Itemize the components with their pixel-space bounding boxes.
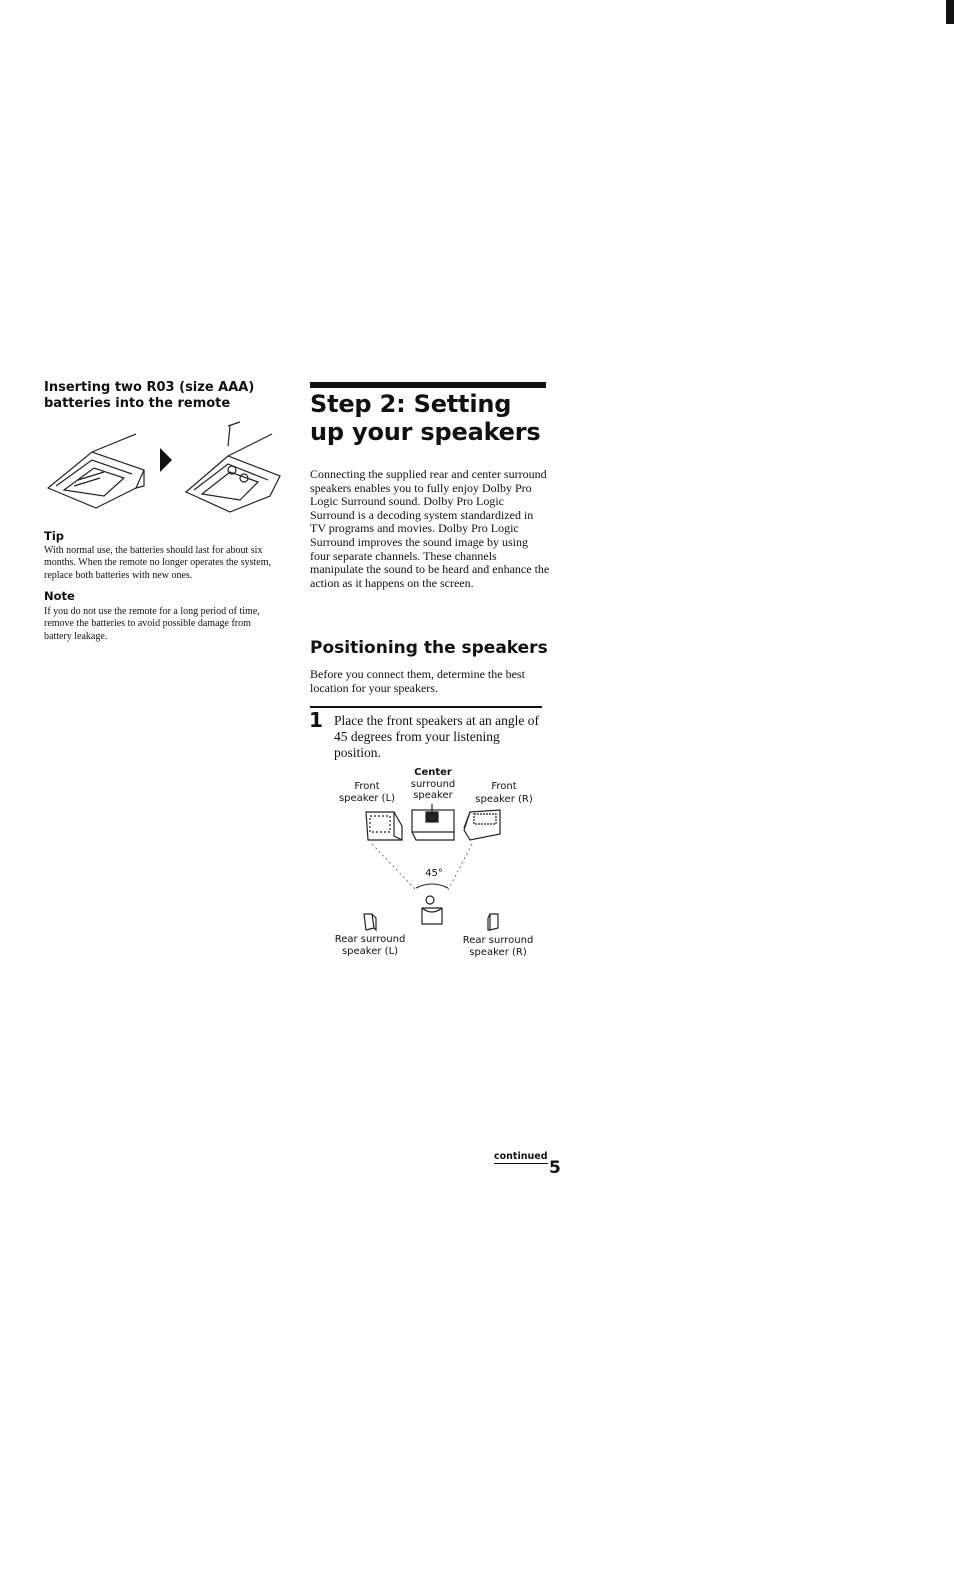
- note-heading: Note: [44, 589, 75, 603]
- page-edge-mark: [946, 0, 954, 24]
- section-heading: Positioning the speakers: [310, 638, 548, 658]
- front-right-label: speaker (R): [475, 794, 533, 805]
- rear-left-label: Rear surround: [334, 934, 406, 945]
- remote-battery-illustration: [44, 420, 284, 520]
- rear-left-speaker-icon: [364, 914, 376, 930]
- right-sight-line: [448, 844, 472, 890]
- center-speaker-label: speaker: [413, 790, 453, 801]
- front-right-speaker-icon: [464, 810, 500, 840]
- battery-section-heading: Inserting two R03 (size AAA) batteries into the remote: [44, 380, 255, 411]
- step-title: Step 2: Setting up your speakers: [310, 390, 541, 446]
- angle-arc: [416, 884, 448, 888]
- step-number: 1: [309, 708, 323, 732]
- front-left-label: speaker (L): [338, 793, 396, 804]
- angle-label: 45°: [425, 868, 443, 879]
- front-left-label: Front: [354, 781, 380, 792]
- speaker-placement-diagram: [330, 764, 550, 964]
- intro-paragraph: Connecting the supplied rear and center surround speakers enables you to fully enjoy Dolby Pro Logic Surround sound. Dolby Pro Logic Surround is a decoding system standardized in TV programs and movies. Dolby Pro Logic Surround improves the sound image by using four separate channels. These channels manipulate the sound to be heard and enhance the action as it happens on the screen.: [310, 467, 550, 590]
- center-speaker-icon: [412, 804, 454, 840]
- rear-left-label: speaker (L): [341, 946, 399, 957]
- section-rule: [310, 706, 542, 708]
- note-text: If you do not use the remote for a long period of time, remove the batteries to avoid possible damage from battery leakage.: [44, 606, 260, 642]
- front-left-speaker-icon: [366, 812, 402, 840]
- continued-label: continued: [494, 1151, 548, 1162]
- tip-text: With normal use, the batteries should last for about six months. When the remote no longer operates the system, replace both batteries with new ones.: [44, 545, 271, 581]
- step-text: Place the front speakers at an angle of 45 degrees from your listening position.: [334, 713, 540, 761]
- tip-heading: Tip: [44, 529, 65, 543]
- center-speaker-label: surround: [410, 779, 456, 790]
- title-rule: [310, 382, 546, 388]
- listener-icon: [422, 896, 442, 924]
- front-right-label: Front: [491, 781, 517, 792]
- rear-right-label: Rear surround: [462, 935, 534, 946]
- section-paragraph: Before you connect them, determine the best location for your speakers.: [310, 667, 525, 695]
- center-speaker-label: Center: [414, 767, 452, 778]
- left-sight-line: [372, 844, 416, 890]
- page-number: 5: [549, 1158, 561, 1178]
- rear-right-label: speaker (R): [469, 947, 527, 958]
- rear-right-speaker-icon: [488, 914, 498, 930]
